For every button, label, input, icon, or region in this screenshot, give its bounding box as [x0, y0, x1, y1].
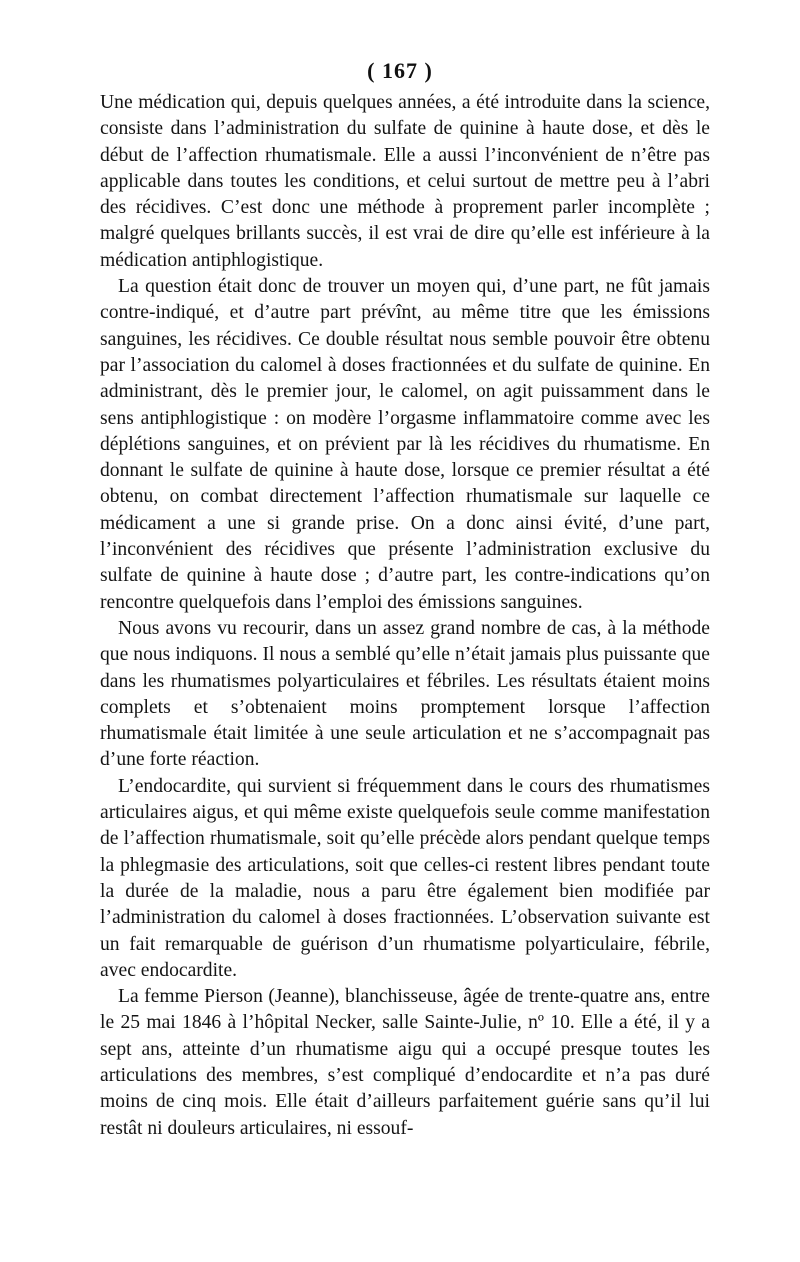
page-number: ( 167 ) — [367, 58, 433, 83]
paragraph-quinine-medication: Une médication qui, depuis quelques années, a été introduite dans la science, consiste dans l’administration du sulfate de quinine à haute dose, et dès le début de l’affection rhumatismale. Elle a aussi l’inconvénient de n’être pas applicable dans toutes les conditions, et celui surtout de mettre peu à l’abri des récidives. C’est donc une méthode à proprement parler incomplète ; malgré quelques brillants succès, il est vrai de dire qu’elle est inférieure à la médication antiphlogistique. — [100, 92, 710, 271]
paragraph-method-results: Nous avons vu recourir, dans un assez grand nombre de cas, à la méthode que nous indiquons. Il nous a semblé qu’elle n’était jamais plus puissante que dans les rhumatismes polyarticulaires et fébriles. Les résultats étaient moins complets et s’obtenaient moins promptement lorsque l’affection rhumatismale était limitée à une seule articulation et ne s’accompagnait pas d’une forte réaction. — [100, 617, 710, 771]
body-text — [100, 90, 710, 1142]
paragraph-endocarditis: L’endocardite, qui survient si fréquemment dans le cours des rhumatismes articulaires aigus, et qui même existe quelquefois seule comme manifestation de l’affection rhumatismale, soit qu’elle précède alors pendant quelque temps la phlegmasie des articulations, soit que celles-ci restent libres pendant toute la durée de la maladie, nous a paru être également bien modifiée par l’administration du calomel à doses fractionnées. L’observation suivante est un fait remarquable de guérison d’un rhumatisme polyarticulaire, fébrile, avec endocardite. — [100, 775, 710, 981]
paragraph-calomel-association: La question était donc de trouver un moyen qui, d’une part, ne fût jamais contre-indiqué, et d’autre part prévînt, au même titre que les émissions sanguines, les récidives. Ce double résultat nous semble pouvoir être obtenu par l’association du calomel à doses fractionnées et du sulfate de quinine. En administrant, dès le premier jour, le calomel, on agit puissamment dans le sens antiphlogistique : on modère l’orgasme inflammatoire comme avec les déplétions sanguines, et on prévient par là les récidives du rhumatisme. En donnant le sulfate de quinine à haute dose, lorsque ce premier résultat a été obtenu, on combat directement l’affection rhumatismale sur laquelle ce médicament a une si grande prise. On a donc ainsi évité, d’une part, l’inconvénient des récidives que présente l’administration exclusive du sulfate de quinine à haute dose ; d’autre part, les contre-indications qu’on rencontre quelquefois dans l’emploi des émissions sanguines. — [100, 276, 710, 613]
paragraph-case-observation: La femme Pierson (Jeanne), blanchisseuse, âgée de trente-quatre ans, entre le 25 mai 1846 à l’hôpital Necker, salle Sainte-Julie, nº 10. Elle a été, il y a sept ans, atteinte d’un rhumatisme aigu qui a occupé presque toutes les articulations des membres, s’est compliqué d’endocardite et n’a pas duré moins de cinq mois. Elle était d’ailleurs parfaitement guérie sans qu’il lui restât ni douleurs articulaires, ni essouf- — [100, 986, 710, 1139]
